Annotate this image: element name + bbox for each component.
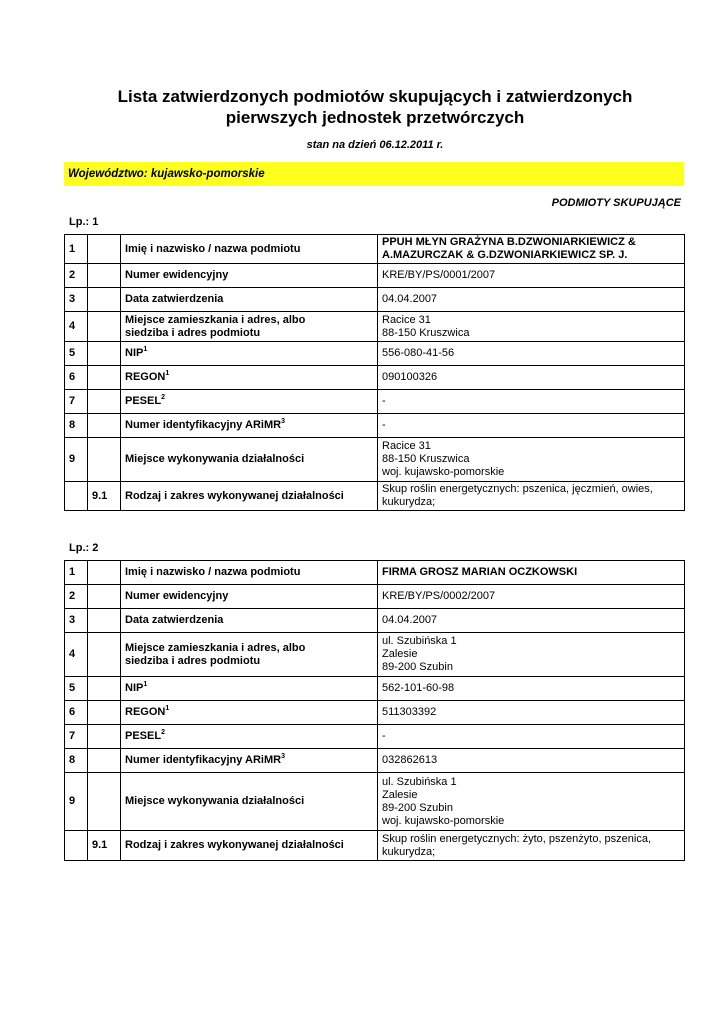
row-number: 3 (65, 288, 88, 312)
row-label: NIP (125, 682, 144, 694)
row-subnumber (88, 585, 121, 609)
voivodeship-banner: Województwo: kujawsko-pomorskie (64, 162, 684, 186)
row-number: 1 (65, 235, 88, 264)
row-subnumber (88, 609, 121, 633)
row-label-cell (121, 366, 378, 390)
row-value: Skup roślin energetycznych: żyto, pszenżyto, pszenica, kukurydza; (378, 831, 685, 861)
section-heading: PODMIOTY SKUPUJĄCE (551, 197, 681, 209)
row-value: - (378, 725, 685, 749)
row-label: Miejsce wykonywania działalności (125, 453, 305, 465)
table-row (65, 288, 685, 312)
table-row (65, 438, 685, 482)
row-number: 3 (65, 609, 88, 633)
row-number: 4 (65, 312, 88, 342)
row-label: Imię i nazwisko / nazwa podmiotu (125, 242, 301, 255)
row-label: Miejsce wykonywania działalności (125, 795, 305, 807)
row-value: Skup roślin energetycznych: pszenica, jęczmień, owies, kukurydza; (378, 482, 685, 511)
row-value: - (378, 414, 685, 438)
row-label: Miejsce zamieszkania i adres, albo siedziba i adres podmiotu (125, 313, 306, 339)
row-label: Numer identyfikacyjny ARiMR (125, 754, 282, 766)
row-label: Data zatwierdzenia (125, 614, 224, 626)
row-number (65, 831, 88, 861)
row-label: Imię i nazwisko / nazwa podmiotu (125, 566, 301, 578)
table-row (65, 312, 685, 342)
table-row (65, 585, 685, 609)
table-row (65, 390, 685, 414)
row-number: 4 (65, 633, 88, 677)
row-value: ul. Szubińska 1 Zalesie 89-200 Szubin woj. kujawsko-pomorskie (378, 773, 685, 831)
row-label-cell (121, 725, 378, 749)
row-label: Numer ewidencyjny (125, 269, 229, 281)
row-value: 04.04.2007 (378, 288, 685, 312)
row-value: 511303392 (378, 701, 685, 725)
row-subnumber (88, 390, 121, 414)
footnote-marker: 1 (143, 681, 148, 688)
record-1-lp: Lp.: 1 (69, 216, 99, 228)
row-number: 7 (65, 390, 88, 414)
document-title (64, 86, 686, 128)
row-value: KRE/BY/PS/0002/2007 (378, 585, 685, 609)
row-label-cell (121, 609, 378, 633)
footnote-marker: 2 (161, 394, 165, 401)
table-row (65, 701, 685, 725)
table-row (65, 831, 685, 861)
row-number: 6 (65, 366, 88, 390)
row-subnumber (88, 773, 121, 831)
row-label: Numer ewidencyjny (125, 590, 229, 602)
row-label-cell (121, 390, 378, 414)
row-subnumber (88, 264, 121, 288)
table-row (65, 725, 685, 749)
row-label: REGON (125, 371, 166, 383)
row-subnumber: 9.1 (88, 482, 121, 511)
row-label-cell (121, 288, 378, 312)
row-label: REGON (125, 706, 166, 718)
table-row (65, 633, 685, 677)
row-number: 2 (65, 264, 88, 288)
footnote-marker: 3 (281, 418, 285, 425)
row-subnumber (88, 414, 121, 438)
row-subnumber (88, 312, 121, 342)
row-subnumber (88, 342, 121, 366)
table-row (65, 235, 685, 264)
row-value: Racice 31 88-150 Kruszwica woj. kujawsko-pomorskie (378, 438, 685, 482)
footnote-marker: 2 (161, 729, 165, 736)
row-value: Racice 31 88-150 Kruszwica (378, 312, 685, 342)
row-label: Numer identyfikacyjny ARiMR (125, 419, 282, 431)
row-value: 562-101-60-98 (378, 677, 685, 701)
row-label: PESEL (125, 730, 162, 742)
row-label: Miejsce zamieszkania i adres, albo siedziba i adres podmiotu (125, 641, 306, 667)
table-row (65, 366, 685, 390)
title-line-2: pierwszych jednostek przetwórczych (225, 108, 525, 127)
table-row (65, 482, 685, 511)
title-line-1: Lista zatwierdzonych podmiotów skupujących i zatwierdzonych (117, 87, 633, 106)
row-label-cell (121, 773, 378, 831)
row-number: 1 (65, 561, 88, 585)
row-label: Rodzaj i zakres wykonywanej działalności (125, 839, 344, 851)
table-row (65, 561, 685, 585)
row-subnumber (88, 725, 121, 749)
row-label: Data zatwierdzenia (125, 293, 224, 305)
footnote-marker: 1 (165, 705, 170, 712)
record-2-table (64, 560, 685, 861)
table-row (65, 264, 685, 288)
row-number: 7 (65, 725, 88, 749)
row-label-cell (121, 677, 378, 701)
row-label-cell (121, 749, 378, 773)
row-label-cell (121, 831, 378, 861)
record-1-table (64, 234, 685, 511)
row-value: - (378, 390, 685, 414)
row-value: PPUH MŁYN GRAŻYNA B.DZWONIARKIEWICZ & A.MAZURCZAK & G.DZWONIARKIEWICZ SP. J. (378, 235, 685, 264)
row-number: 9 (65, 773, 88, 831)
footnote-marker: 1 (165, 370, 170, 377)
row-value: 090100326 (378, 366, 685, 390)
table-row (65, 749, 685, 773)
row-label-cell (121, 561, 378, 585)
record-2-lp: Lp.: 2 (69, 542, 99, 554)
row-subnumber (88, 438, 121, 482)
footnote-marker: 1 (143, 346, 148, 353)
row-number: 6 (65, 701, 88, 725)
row-subnumber (88, 288, 121, 312)
row-label-cell (121, 438, 378, 482)
table-row (65, 609, 685, 633)
row-label-cell (121, 342, 378, 366)
row-label-cell (121, 482, 378, 511)
row-number: 9 (65, 438, 88, 482)
row-value: 04.04.2007 (378, 609, 685, 633)
row-value: ul. Szubińska 1 Zalesie 89-200 Szubin (378, 633, 685, 677)
row-value: 032862613 (378, 749, 685, 773)
row-label: NIP (125, 347, 144, 359)
row-label: Rodzaj i zakres wykonywanej działalności (125, 489, 344, 502)
row-subnumber (88, 633, 121, 677)
row-label-cell (121, 585, 378, 609)
row-subnumber (88, 366, 121, 390)
table-row (65, 414, 685, 438)
row-subnumber (88, 235, 121, 264)
row-subnumber (88, 701, 121, 725)
row-label: PESEL (125, 395, 162, 407)
row-subnumber (88, 749, 121, 773)
table-row (65, 773, 685, 831)
row-subnumber: 9.1 (88, 831, 121, 861)
table-row (65, 342, 685, 366)
row-label-cell (121, 414, 378, 438)
row-label-cell (121, 235, 378, 264)
row-value: KRE/BY/PS/0001/2007 (378, 264, 685, 288)
row-number (65, 482, 88, 511)
row-value: FIRMA GROSZ MARIAN OCZKOWSKI (378, 561, 685, 585)
row-number: 8 (65, 749, 88, 773)
row-label-cell (121, 264, 378, 288)
row-label-cell (121, 701, 378, 725)
row-value: 556-080-41-56 (378, 342, 685, 366)
row-number: 5 (65, 677, 88, 701)
row-label-cell (121, 633, 378, 677)
row-label-cell (121, 312, 378, 342)
row-number: 2 (65, 585, 88, 609)
row-number: 5 (65, 342, 88, 366)
table-row (65, 677, 685, 701)
row-subnumber (88, 677, 121, 701)
row-number: 8 (65, 414, 88, 438)
footnote-marker: 3 (281, 753, 285, 760)
date-label: stan na dzień 06.12.2011 r. (306, 139, 444, 151)
row-subnumber (88, 561, 121, 585)
